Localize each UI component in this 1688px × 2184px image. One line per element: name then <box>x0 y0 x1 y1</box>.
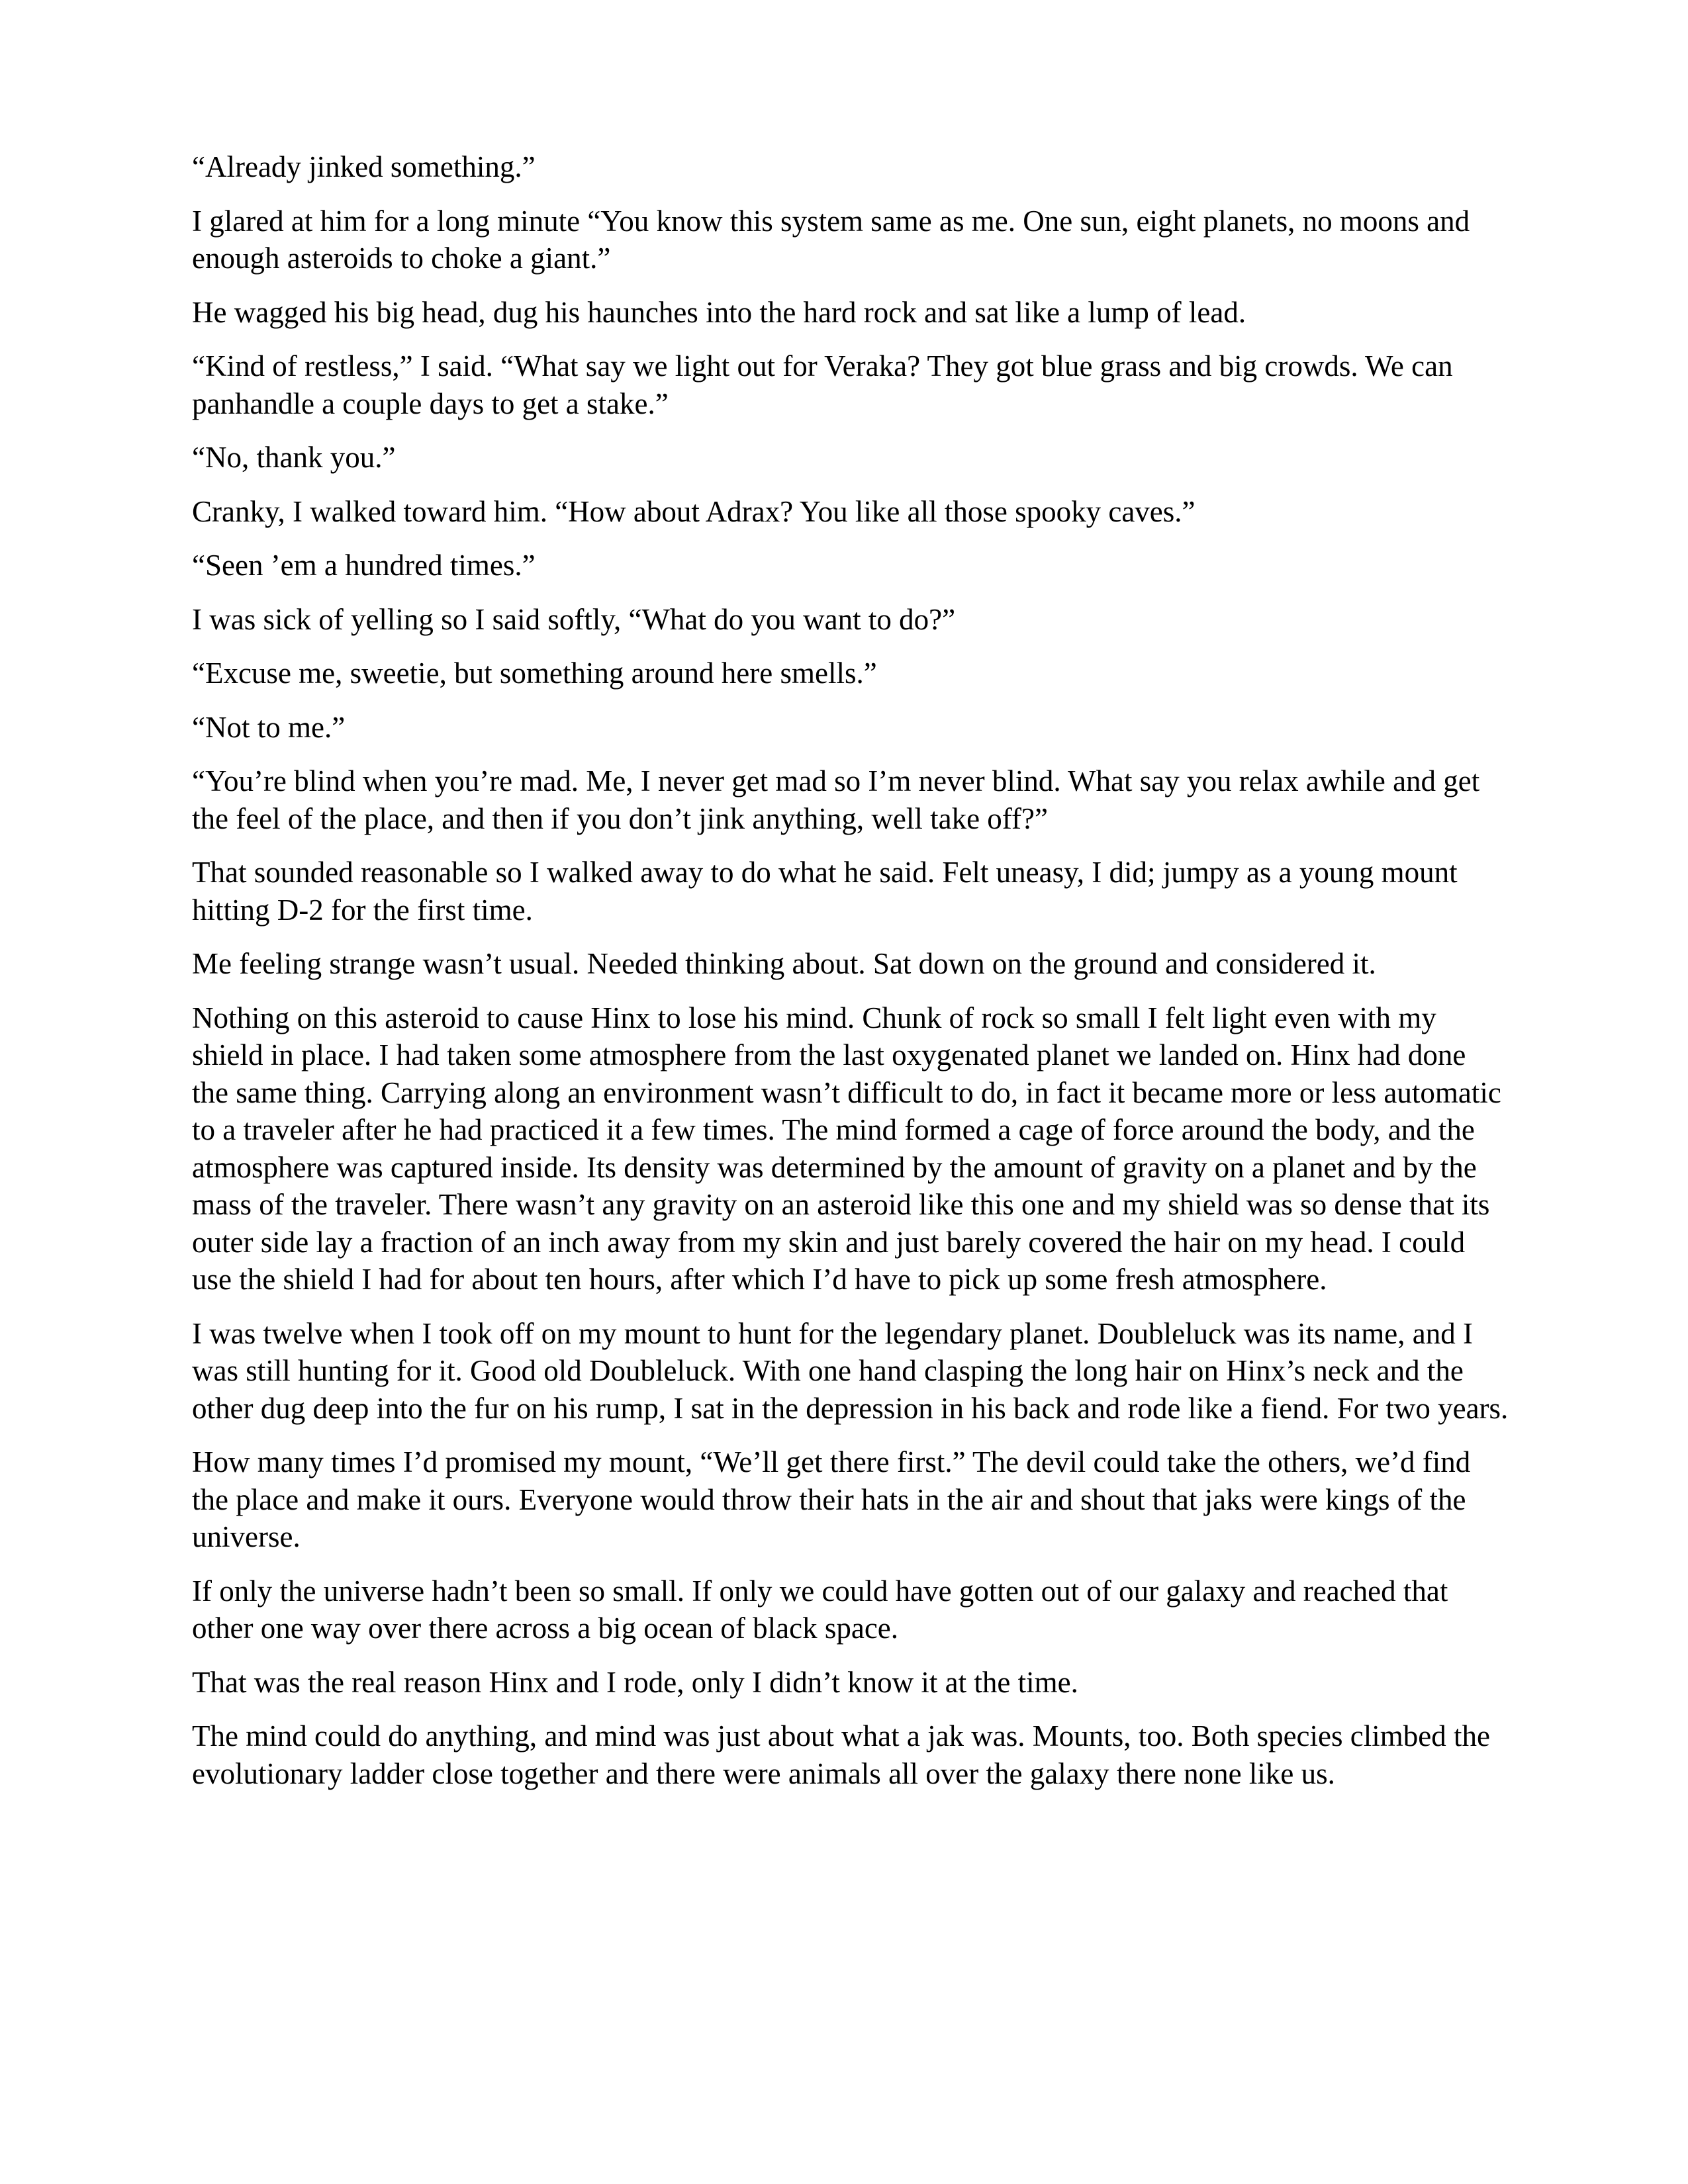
paragraph-15: I was twelve when I took off on my mount to hunt for the legendary planet. Doubleluck was its name, and I was still hunting for it. Good old Doubleluck. With one hand clasping the long hair on Hinx’s neck and the other dug deep into the fur on his rump, I sat in the depression in his back and rode like a fiend. For two years. <box>192 1316 1509 1425</box>
paragraph-13: Me feeling strange wasn’t usual. Needed thinking about. Sat down on the ground and considered it. <box>192 947 1376 980</box>
paragraph-9: “Excuse me, sweetie, but something around here smells.” <box>192 657 877 690</box>
paragraph-5: “No, thank you.” <box>192 441 396 474</box>
paragraph-17: If only the universe hadn’t been so small. If only we could have gotten out of our galaxy and reached that other one way over there across a big ocean of black space. <box>192 1574 1448 1645</box>
paragraph-11: “You’re blind when you’re mad. Me, I never get mad so I’m never blind. What say you relax awhile and get the feel of the place, and then if you don’t jink anything, well take off?” <box>192 764 1480 835</box>
paragraph-8: I was sick of yelling so I said softly, “What do you want to do?” <box>192 602 956 636</box>
paragraph-4: “Kind of restless,” I said. “What say we light out for Veraka? They got blue grass and big crowds. We can panhandle a couple days to get a stake.” <box>192 349 1453 420</box>
paragraph-10: “Not to me.” <box>192 710 346 744</box>
paragraph-6: Cranky, I walked toward him. “How about Adrax? You like all those spooky caves.” <box>192 494 1196 528</box>
paragraph-18: That was the real reason Hinx and I rode, only I didn’t know it at the time. <box>192 1665 1078 1699</box>
paragraph-16: How many times I’d promised my mount, “We’ll get there first.” The devil could take the others, we’d find the place and make it ours. Everyone would throw their hats in the air and shout that jaks were kings of the universe. <box>192 1445 1471 1553</box>
body-text <box>192 148 1509 1809</box>
paragraph-19: The mind could do anything, and mind was just about what a jak was. Mounts, too. Both species climbed the evolutionary ladder close together and there were animals all over the galaxy there none like us. <box>192 1719 1490 1790</box>
paragraph-1: “Already jinked something.” <box>192 150 536 183</box>
paragraph-7: “Seen ’em a hundred times.” <box>192 549 536 582</box>
paragraph-14: Nothing on this asteroid to cause Hinx to lose his mind. Chunk of rock so small I felt light even with my shield in place. I had taken some atmosphere from the last oxygenated planet we landed on. Hinx had done the same thing. Carrying along an environment wasn’t difficult to do, in fact it became more or less automatic to a traveler after he had practiced it a few times. The mind formed a cage of force around the body, and the atmosphere was captured inside. Its density was determined by the amount of gravity on a planet and by the mass of the traveler. There wasn’t any gravity on an asteroid like this one and my shield was so dense that its outer side lay a fraction of an inch away from my skin and just barely covered the hair on my head. I could use the shield I had for about ten hours, after which I’d have to pick up some fresh atmosphere. <box>192 1001 1501 1296</box>
paragraph-12: That sounded reasonable so I walked away to do what he said. Felt uneasy, I did; jumpy as a young mount hitting D-2 for the first time. <box>192 856 1458 927</box>
paragraph-2: I glared at him for a long minute “You know this system same as me. One sun, eight planets, no moons and enough asteroids to choke a giant.” <box>192 204 1470 275</box>
paragraph-3: He wagged his big head, dug his haunches into the hard rock and sat like a lump of lead. <box>192 295 1246 329</box>
